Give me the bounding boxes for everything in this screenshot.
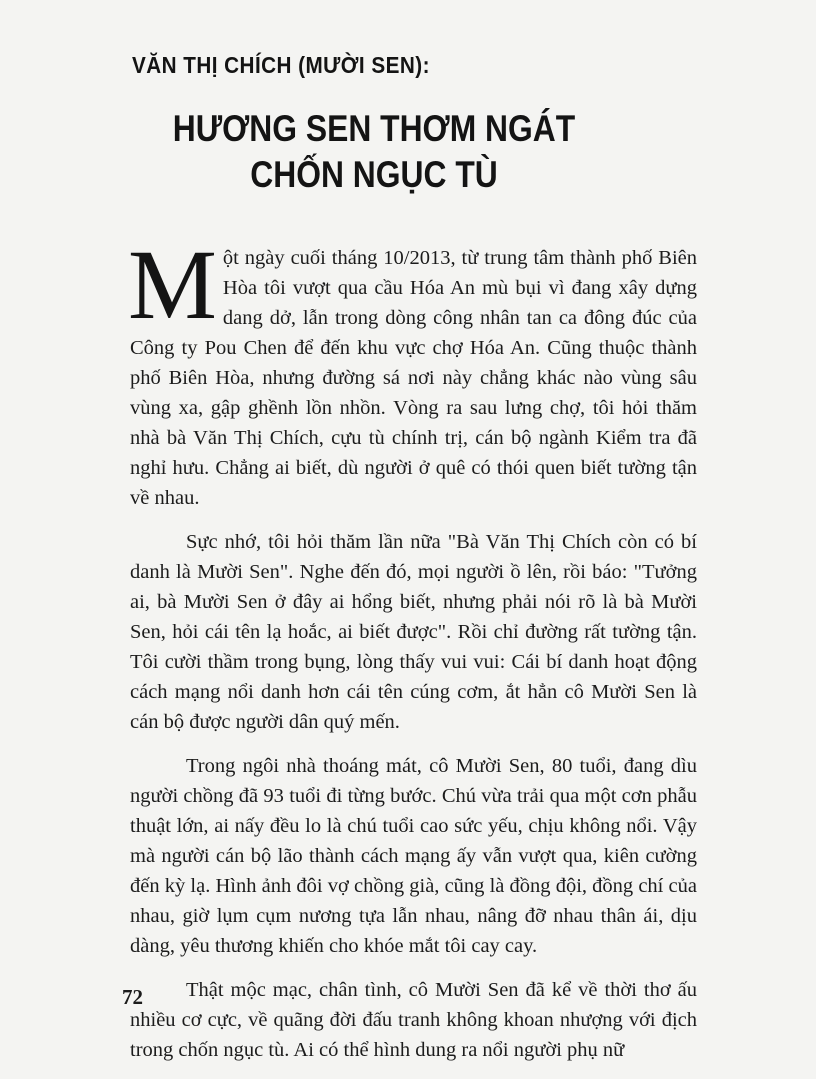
page-number: 72	[122, 985, 143, 1009]
paragraph-4: Thật mộc mạc, chân tình, cô Mười Sen đã kể về thời thơ ấu nhiều cơ cực, về quãng đời đấu tranh không khoan nhượng với địch trong chốn ngục tù. Ai có thể hình dung ra nổi người phụ nữ	[130, 979, 697, 1061]
paragraph-1-text: ột ngày cuối tháng 10/2013, từ trung tâm thành phố Biên Hòa tôi vượt qua cầu Hóa An mù bụi vì đang xây dựng dang dở, lẫn trong dòng công nhân tan ca đông đúc của Công ty Pou Chen để đến khu vực chợ Hóa An. Cũng thuộc thành phố Biên Hòa, nhưng đường sá nơi này chẳng khác nào vùng sâu vùng xa, gập ghềnh lồn nhồn. Vòng ra sau lưng chợ, tôi hỏi thăm nhà bà Văn Thị Chích, cựu tù chính trị, cán bộ ngành Kiểm tra đã nghỉ hưu. Chẳng ai biết, dù người ở quê có thói quen biết tường tận về nhau.	[130, 247, 697, 509]
chapter-title-line-1: HƯƠNG SEN THƠM NGÁT	[172, 108, 576, 149]
paragraph-1	[128, 229, 697, 513]
drop-cap: M	[128, 229, 217, 340]
chapter-title	[100, 106, 648, 198]
chapter-title-line-2: CHỐN NGỤC TÙ	[250, 154, 498, 195]
paragraph-3: Trong ngôi nhà thoáng mát, cô Mười Sen, 80 tuổi, đang dìu người chồng đã 93 tuổi đi từng bước. Chú vừa trải qua một cơn phẫu thuật lớn, ai nấy đều lo là chú tuổi cao sức yếu, chịu không nổi. Vậy mà người cán bộ lão thành cách mạng ấy vẫn vượt qua, kiên cường đến kỳ lạ. Hình ảnh đôi vợ chồng già, cũng là đồng đội, đồng chí của nhau, giờ lụm cụm nương tựa lẫn nhau, nâng đỡ nhau thân ái, dịu dàng, yêu thương khiến cho khóe mắt tôi cay cay.	[130, 755, 697, 957]
article-body	[128, 229, 697, 1079]
paragraph-2: Sực nhớ, tôi hỏi thăm lần nữa "Bà Văn Thị Chích còn có bí danh là Mười Sen". Nghe đến đó, mọi người ồ lên, rồi báo: "Tưởng ai, bà Mười Sen ở đây ai hổng biết, nhưng phải nói rõ là bà Mười Sen, hỏi cái tên lạ hoắc, ai biết được". Rồi chỉ đường rất tường tận. Tôi cười thầm trong bụng, lòng thấy vui vui: Cái bí danh hoạt động cách mạng nổi danh hơn cái tên cúng cơm, ắt hẳn cô Mười Sen là cán bộ được người dân quý mến.	[130, 531, 697, 733]
section-header: VĂN THỊ CHÍCH (MƯỜI SEN):	[132, 52, 430, 78]
